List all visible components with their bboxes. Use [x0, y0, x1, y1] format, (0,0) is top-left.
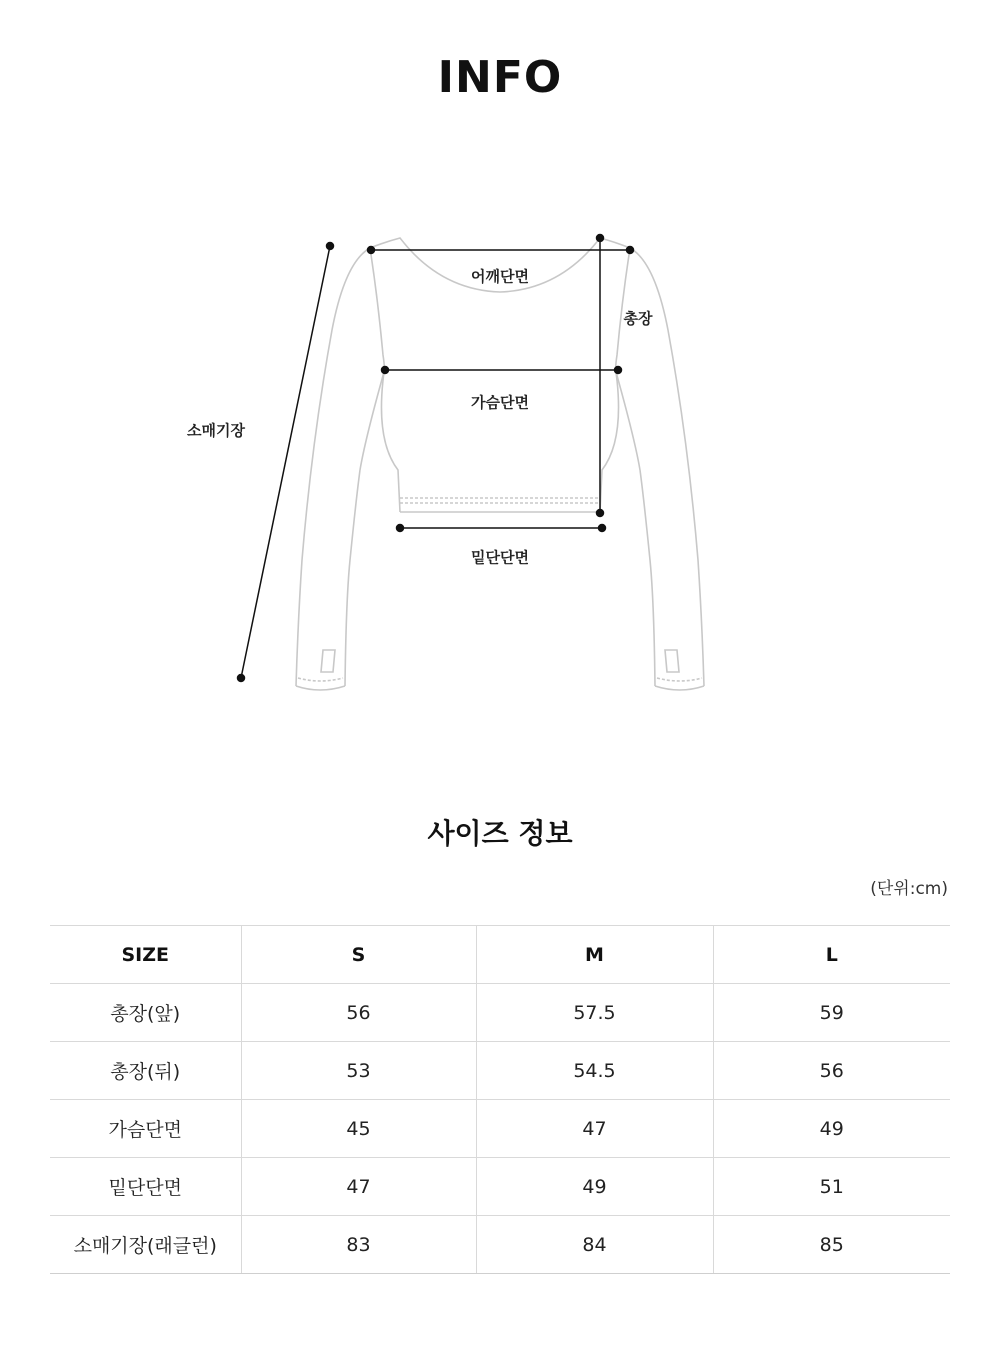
table-cell: 84	[476, 1216, 713, 1274]
chest-label: 가슴단면	[471, 393, 529, 412]
size-table	[50, 925, 950, 1274]
sleeve-label: 소매기장	[187, 421, 245, 440]
table-cell: 83	[241, 1216, 476, 1274]
table-cell: 56	[713, 1042, 950, 1100]
row-label: 총장(앞)	[50, 984, 241, 1042]
header-cell-s: S	[241, 926, 476, 984]
size-info-title: 사이즈 정보	[427, 817, 573, 850]
table-cell: 85	[713, 1216, 950, 1274]
table-cell: 53	[241, 1042, 476, 1100]
page-title: INFO	[437, 52, 563, 103]
sleeve-point-top	[327, 243, 334, 250]
shoulder-label: 어깨단면	[471, 267, 529, 286]
header-cell-l: L	[713, 926, 950, 984]
garment-diagram	[0, 200, 1000, 720]
table-row	[50, 1042, 950, 1100]
table-cell: 45	[241, 1100, 476, 1158]
table-cell: 57.5	[476, 984, 713, 1042]
hem-point-right	[599, 525, 606, 532]
table-cell: 59	[713, 984, 950, 1042]
chest-point-left	[382, 367, 389, 374]
table-cell: 54.5	[476, 1042, 713, 1100]
table-header-row	[50, 926, 950, 984]
hem-label: 밑단단면	[471, 548, 529, 567]
length-point-top	[597, 235, 604, 242]
table-cell: 47	[476, 1100, 713, 1158]
shoulder-point-left	[368, 247, 375, 254]
row-label: 소매기장(래글런)	[50, 1216, 241, 1274]
chest-point-right	[615, 367, 622, 374]
unit-label: (단위:cm)	[870, 879, 948, 899]
table-cell: 47	[241, 1158, 476, 1216]
measurement-lines	[238, 235, 634, 682]
row-label: 총장(뒤)	[50, 1042, 241, 1100]
garment-outline	[296, 238, 704, 690]
length-point-bottom	[597, 510, 604, 517]
row-label: 밑단단면	[50, 1158, 241, 1216]
table-cell: 49	[713, 1100, 950, 1158]
table-row	[50, 1158, 950, 1216]
table-cell: 49	[476, 1158, 713, 1216]
header-cell-size: SIZE	[50, 926, 241, 984]
row-label: 가슴단면	[50, 1100, 241, 1158]
table-cell: 51	[713, 1158, 950, 1216]
shoulder-point-right	[627, 247, 634, 254]
table-row	[50, 984, 950, 1042]
table-row	[50, 1216, 950, 1274]
table-cell: 56	[241, 984, 476, 1042]
header-cell-m: M	[476, 926, 713, 984]
table-row	[50, 1100, 950, 1158]
hem-point-left	[397, 525, 404, 532]
sleeve-point-bottom	[238, 675, 245, 682]
sleeve-measure-line	[241, 246, 330, 678]
length-label: 총장	[623, 309, 653, 328]
